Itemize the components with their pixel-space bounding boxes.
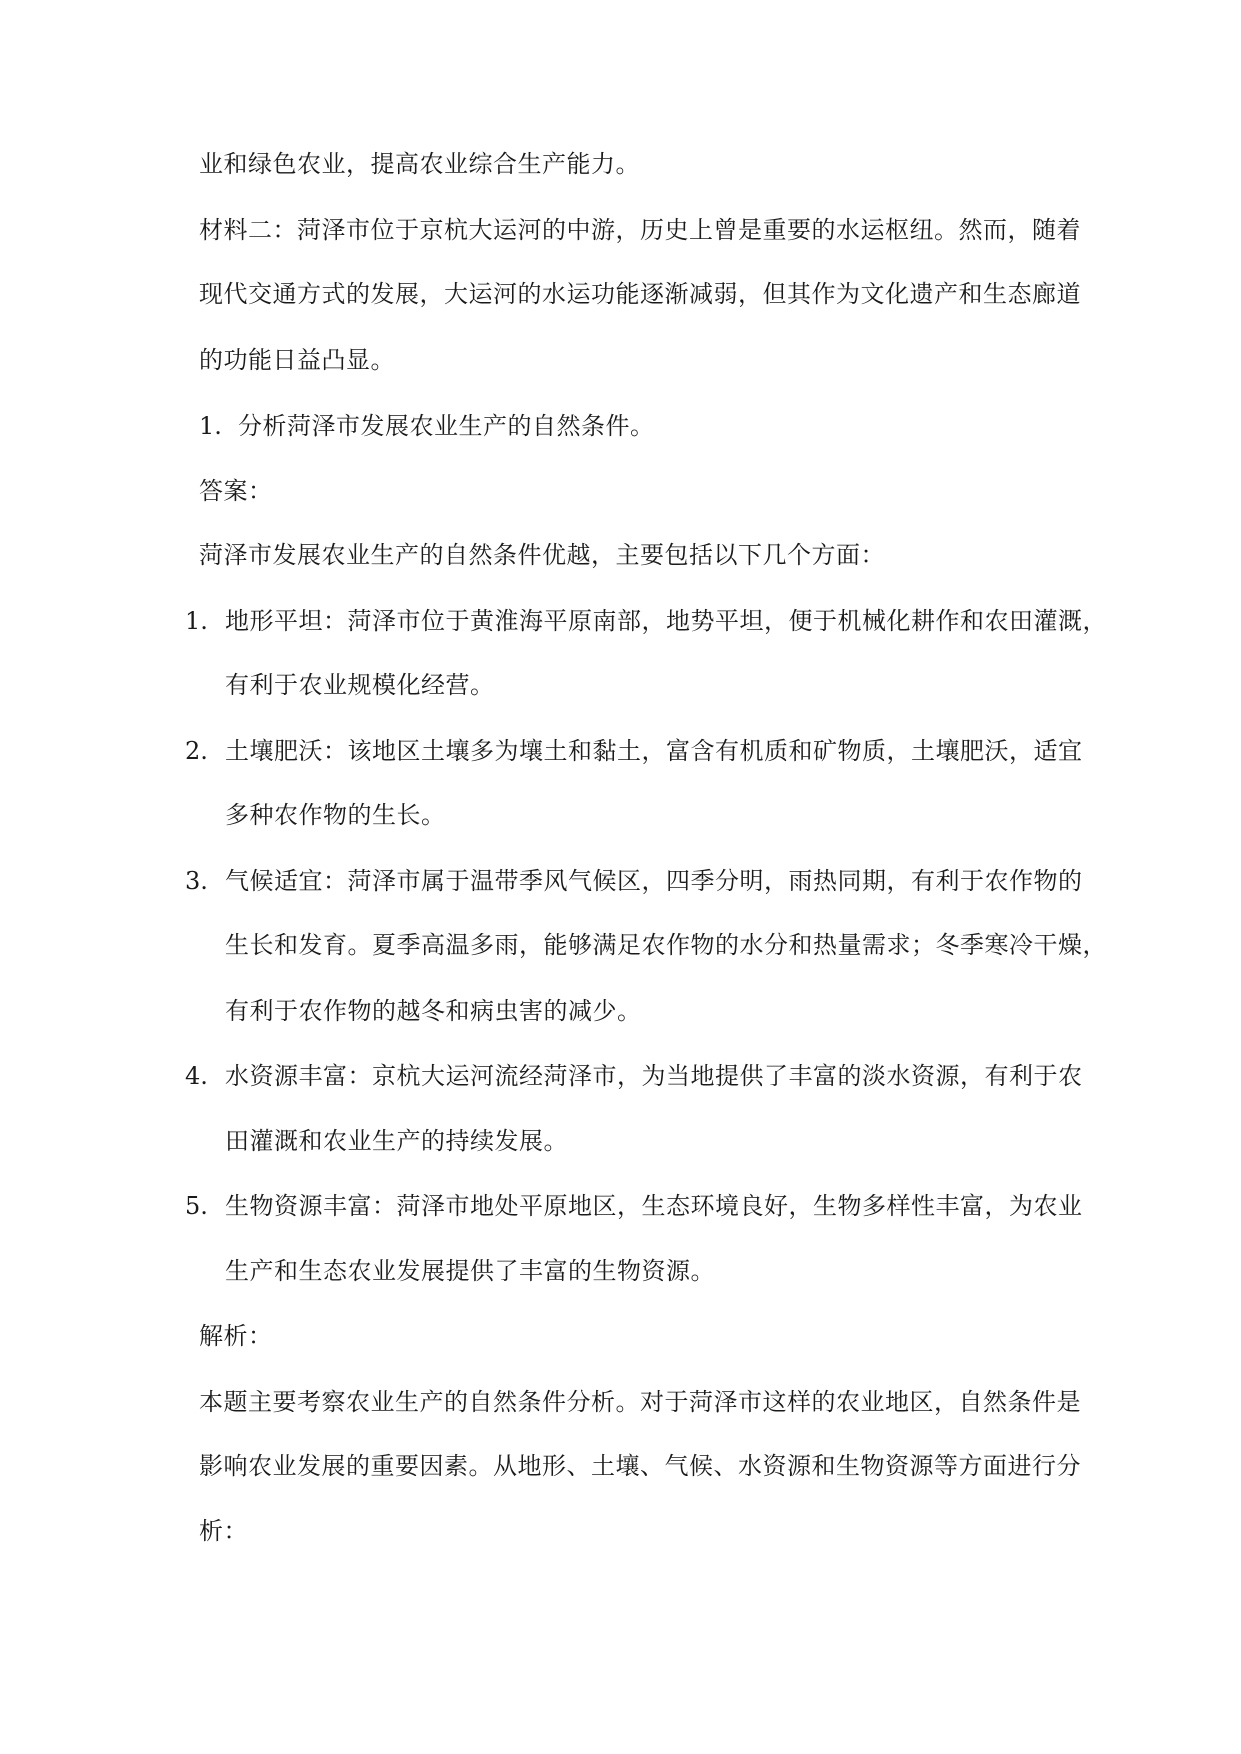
point-2-line-1: 土壤肥沃：该地区土壤多为壤土和黏土，富含有机质和矿物质，土壤肥沃，适宜 xyxy=(225,737,1083,765)
question-text: 分析菏泽市发展农业生产的自然条件。 xyxy=(238,412,655,440)
answer-label: 答案： xyxy=(199,477,273,505)
material2-line-1: 材料二：菏泽市位于京杭大运河的中游，历史上曾是重要的水运枢纽。然而，随着 xyxy=(199,216,1081,244)
point-4-line-2: 田灌溉和农业生产的持续发展。 xyxy=(225,1127,568,1155)
answer-intro: 菏泽市发展农业生产的自然条件优越，主要包括以下几个方面： xyxy=(199,541,885,569)
analysis-label: 解析： xyxy=(199,1322,273,1350)
point-3-line-3: 有利于农作物的越冬和病虫害的减少。 xyxy=(225,997,642,1025)
analysis-line-2: 影响农业发展的重要因素。从地形、土壤、气候、水资源和生物资源等方面进行分 xyxy=(199,1452,1081,1480)
point-5-line-2: 生产和生态农业发展提供了丰富的生物资源。 xyxy=(225,1257,715,1285)
point-4-number: 4. xyxy=(185,1062,208,1090)
intro-tail-text: 业和绿色农业，提高农业综合生产能力。 xyxy=(199,150,640,178)
point-4-line-1: 水资源丰富：京杭大运河流经菏泽市，为当地提供了丰富的淡水资源，有利于农 xyxy=(225,1062,1083,1090)
point-3-line-1: 气候适宜：菏泽市属于温带季风气候区，四季分明，雨热同期，有利于农作物的 xyxy=(225,867,1083,895)
point-2-number: 2. xyxy=(185,737,208,765)
analysis-line-3: 析： xyxy=(199,1517,248,1545)
material2-line-2: 现代交通方式的发展，大运河的水运功能逐渐减弱，但其作为文化遗产和生态廊道 xyxy=(199,280,1081,308)
point-1-line-1: 地形平坦：菏泽市位于黄淮海平原南部，地势平坦，便于机械化耕作和农田灌溉， xyxy=(225,607,1107,635)
point-3-number: 3. xyxy=(185,867,208,895)
material2-line-3: 的功能日益凸显。 xyxy=(199,346,395,374)
point-1-line-2: 有利于农业规模化经营。 xyxy=(225,671,495,699)
analysis-line-1: 本题主要考察农业生产的自然条件分析。对于菏泽市这样的农业地区，自然条件是 xyxy=(199,1388,1081,1416)
point-5-line-1: 生物资源丰富：菏泽市地处平原地区，生态环境良好，生物多样性丰富，为农业 xyxy=(225,1192,1083,1220)
point-1-number: 1. xyxy=(185,607,208,635)
point-2-line-2: 多种农作物的生长。 xyxy=(225,801,446,829)
point-3-line-2: 生长和发育。夏季高温多雨，能够满足农作物的水分和热量需求；冬季寒冷干燥， xyxy=(225,931,1107,959)
question-number: 1. xyxy=(199,412,222,440)
point-5-number: 5. xyxy=(185,1192,208,1220)
